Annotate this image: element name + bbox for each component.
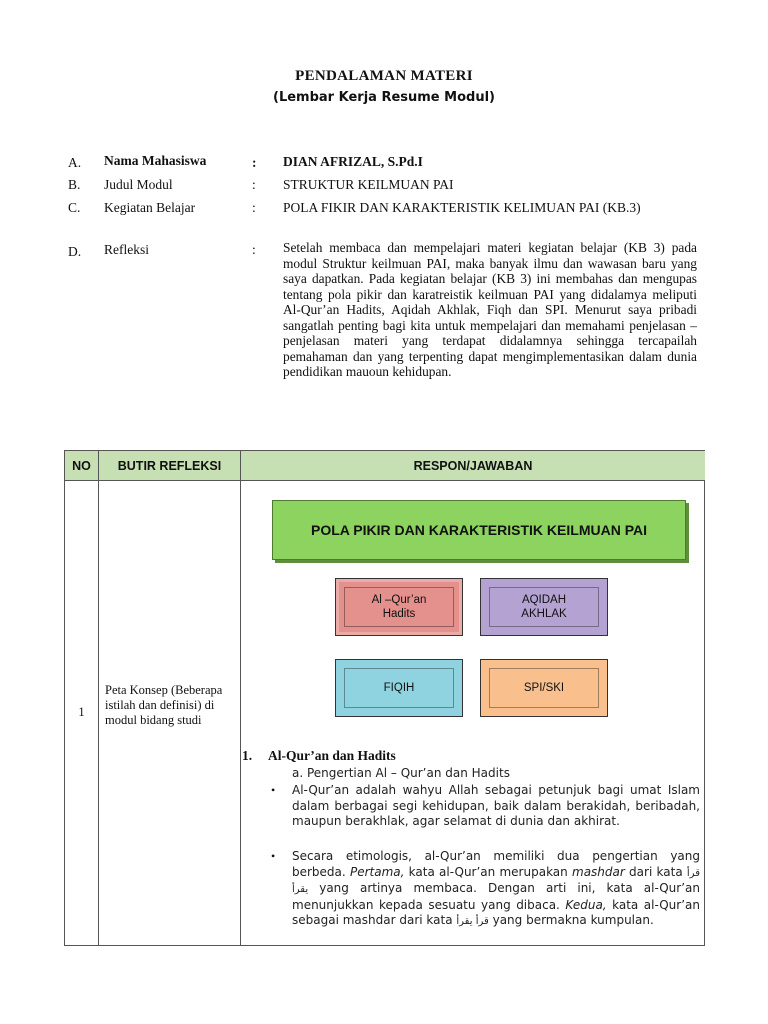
aqidah-akhlak-box xyxy=(480,578,608,636)
info-label-judul: Judul Modul xyxy=(104,177,173,192)
table-header-no: NO xyxy=(65,451,98,480)
reflection-text: Setelah membaca dan mempelajari materi kegiatan belajar (KB 3) pada modul Struktur keilmuan PAI, maka banyak ilmu dan wawasan baru yang saya dapatkan. Pada kegiatan belajar (KB 3) ini membahas dan mengupas tentang pola pikir dan karatreistik keilmuan PAI yang didalamya meliputi Al-Qur’an Hadits, Aqidah Akhlak, Fiqh dan SPI. Menurut saya pribadi sangatlah penting bagi kita untuk mempelajari dan memahami penjelasan – penjelasan materi yang terdapat didalamnya sehingga tercapailah pemahaman dan yang terpenting dapat mengimplementasikan dalam dunia pendidikan mauoun kehidupan. xyxy=(283,240,697,379)
text-run: kata al-Qur’an sebagai mashdar dari kata xyxy=(292,897,700,928)
table-header-respon: RESPON/JAWABAN xyxy=(241,451,705,480)
text-run-italic: Pertama, xyxy=(349,864,405,879)
info-value-judul: STRUKTUR KEILMUAN PAI xyxy=(283,177,454,192)
bullet-icon: • xyxy=(271,849,276,863)
text-run: kata al-Qur’an merupakan xyxy=(404,864,572,879)
arabic-word: قرأ يقرأ xyxy=(456,916,489,928)
info-colon: : xyxy=(252,242,256,257)
section-number: 1. xyxy=(242,748,253,763)
text-run: dari kata xyxy=(624,864,687,879)
row-butir: Peta Konsep (Beberapa istilah dan definisi) di modul bidang studi xyxy=(105,683,223,727)
fiqih-box xyxy=(335,659,463,717)
section-heading: Al-Qur’an dan Hadits xyxy=(268,748,396,763)
info-value-kegiatan: POLA FIKIR DAN KARAKTERISTIK KELIMUAN PAI (KB.3) xyxy=(283,200,641,215)
bullet-paragraph-2 xyxy=(292,849,700,930)
info-label-refleksi: Refleksi xyxy=(104,242,149,257)
info-colon: : xyxy=(252,155,257,170)
text-run-italic: Kedua, xyxy=(565,897,607,912)
info-letter: D. xyxy=(68,244,82,259)
table-divider xyxy=(65,480,704,481)
arabic-word: قرأ يقرأ xyxy=(292,867,700,896)
aqidah-akhlak-label xyxy=(489,587,599,627)
info-letter: A. xyxy=(68,155,82,170)
table-divider xyxy=(240,451,241,945)
quran-line2: Hadits xyxy=(382,608,416,620)
aqidah-line2: AKHLAK xyxy=(521,608,567,620)
info-colon: : xyxy=(252,200,256,215)
page-subtitle: (Lembar Kerja Resume Modul) xyxy=(273,90,495,105)
info-value-nama: DIAN AFRIZAL, S.Pd.I xyxy=(283,154,423,169)
info-label-kegiatan: Kegiatan Belajar xyxy=(104,200,196,215)
page-title: PENDALAMAN MATERI xyxy=(295,68,473,84)
bullet-paragraph-1: Al-Qur’an adalah wahyu Allah sebagai petunjuk bagi umat Islam dalam berbagai segi kehidupan, baik dalam berakidah, beribadah, maupun berakhlak, agar selamat di dunia dan akhirat. xyxy=(292,783,700,829)
quran-hadits-box xyxy=(335,578,463,636)
text-run-italic: mashdar xyxy=(572,864,625,879)
table-header-butir: BUTIR REFLEKSI xyxy=(99,451,240,480)
info-letter: B. xyxy=(68,177,81,192)
subsection-heading: a. Pengertian Al – Qur’an dan Hadits xyxy=(292,766,510,780)
spi-ski-label: SPI/SKI xyxy=(489,668,599,708)
quran-hadits-label xyxy=(344,587,454,627)
row-number: 1 xyxy=(78,705,85,719)
quran-line1: Al –Qur’an xyxy=(371,594,427,606)
text-run: yang artinya membaca. Dengan arti ini, kata al-Qur’an menunjukkan kepada sesuatu yang dibaca. xyxy=(292,881,700,912)
aqidah-line1: AQIDAH xyxy=(521,594,567,606)
text-run: yang bermakna kumpulan. xyxy=(488,913,654,928)
bullet-icon: • xyxy=(271,783,276,797)
fiqih-label: FIQIH xyxy=(344,668,454,708)
spi-ski-box xyxy=(480,659,608,717)
info-colon: : xyxy=(252,177,256,192)
table-divider xyxy=(98,451,99,945)
info-label-nama: Nama Mahasiswa xyxy=(104,153,207,168)
text-run: Secara etimologis, al-Qur’an memiliki dua pengertian yang berbeda. xyxy=(292,849,700,879)
concept-banner: POLA PIKIR DAN KARAKTERISTIK KEILMUAN PAI xyxy=(272,500,686,560)
info-letter: C. xyxy=(68,200,81,215)
